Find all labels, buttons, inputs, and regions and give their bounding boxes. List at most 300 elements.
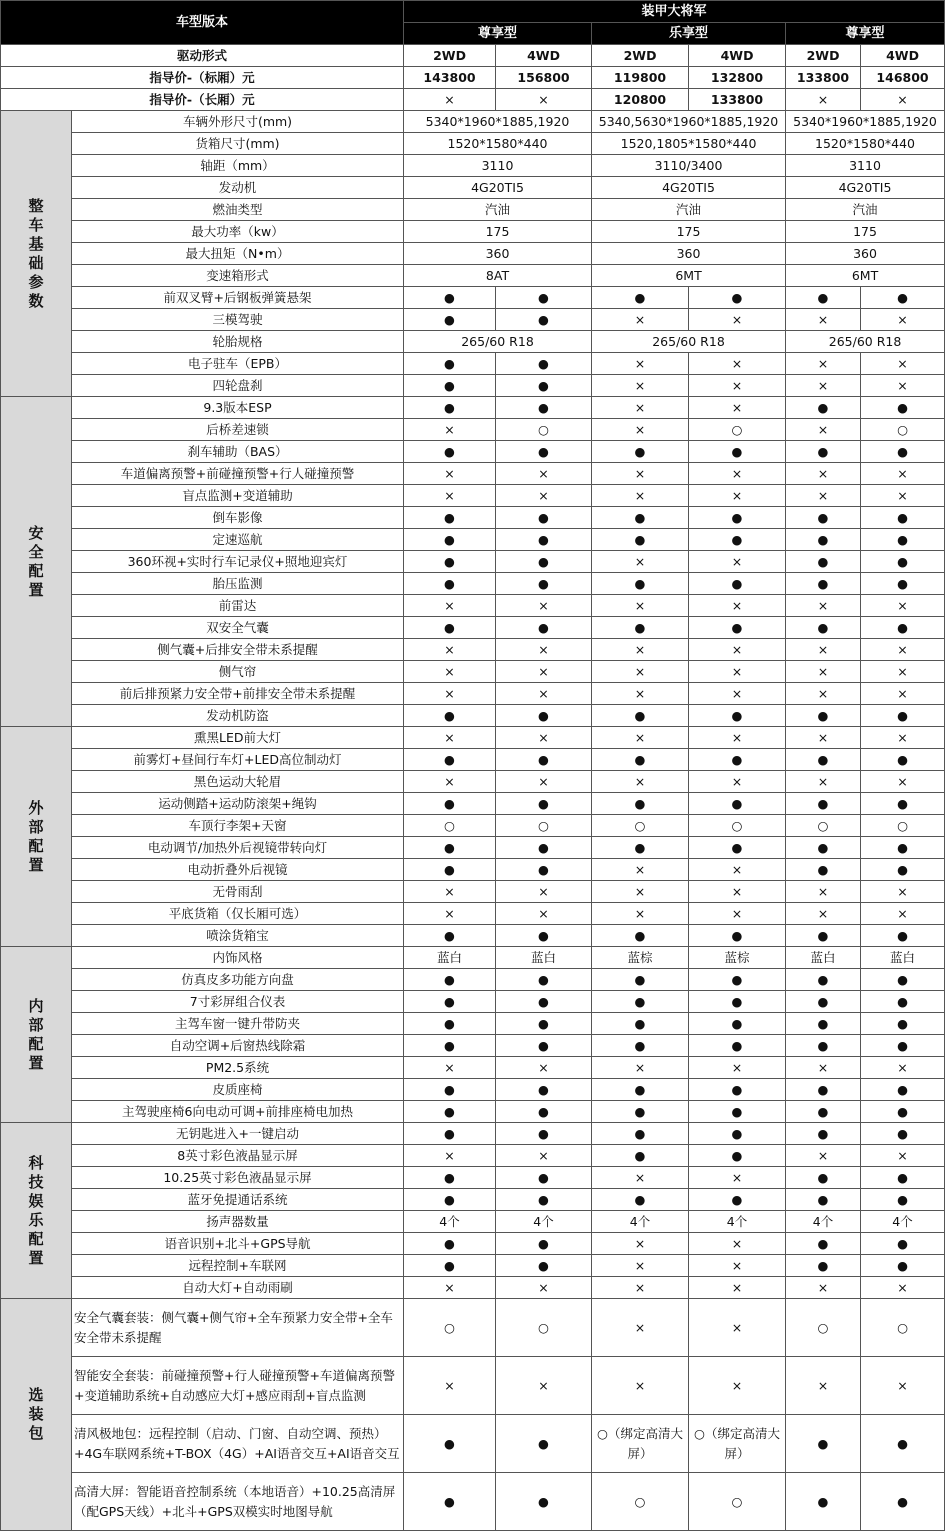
spec-value-cell: ●: [689, 1035, 786, 1057]
spec-value-cell: ●: [689, 529, 786, 551]
spec-value-cell: ●: [496, 859, 592, 881]
spec-value-cell: ×: [786, 727, 861, 749]
trim-header: 尊享型: [404, 23, 592, 45]
option-value-cell: ●: [404, 1473, 496, 1531]
spec-value-cell: ●: [404, 287, 496, 309]
feature-label: 后桥差速锁: [72, 419, 404, 441]
spec-value-cell: ●: [861, 705, 945, 727]
spec-value-cell: ●: [592, 705, 689, 727]
spec-value-cell: ×: [861, 1145, 945, 1167]
spec-value-cell: ●: [496, 793, 592, 815]
spec-value-cell: ●: [404, 837, 496, 859]
spec-value-cell: ●: [404, 309, 496, 331]
spec-value-cell: 5340*1960*1885,1920: [404, 111, 592, 133]
spec-value-cell: ●: [861, 859, 945, 881]
feature-label: 无钥匙进入+一键启动: [72, 1123, 404, 1145]
spec-value-cell: 蓝棕: [592, 947, 689, 969]
feature-label: 变速箱形式: [72, 265, 404, 287]
spec-value-cell: ×: [689, 859, 786, 881]
spec-row: [1, 221, 945, 243]
spec-value-cell: ×: [861, 903, 945, 925]
feature-label: 自动大灯+自动雨刷: [72, 1277, 404, 1299]
spec-value-cell: ×: [861, 353, 945, 375]
option-package-row: [1, 1415, 945, 1473]
spec-value-cell: ●: [404, 1255, 496, 1277]
spec-value-cell: ●: [861, 529, 945, 551]
spec-value-cell: 6MT: [786, 265, 945, 287]
feature-label: 定速巡航: [72, 529, 404, 551]
option-value-cell: ○: [496, 1299, 592, 1357]
option-package-label: 智能安全套装：前碰撞预警+行人碰撞预警+车道偏离预警+变道辅助系统+自动感应大灯+感应雨刮+盲点监测: [72, 1357, 404, 1415]
spec-row: [1, 353, 945, 375]
spec-value-cell: ●: [496, 375, 592, 397]
spec-value-cell: ●: [786, 1101, 861, 1123]
spec-row: [1, 1211, 945, 1233]
spec-value-cell: 5340,5630*1960*1885,1920: [592, 111, 786, 133]
feature-label: 四轮盘刹: [72, 375, 404, 397]
spec-row: [1, 485, 945, 507]
spec-value-cell: ○: [689, 419, 786, 441]
option-value-cell: ×: [689, 1299, 786, 1357]
option-value-cell: ×: [786, 1357, 861, 1415]
spec-value-cell: 汽油: [404, 199, 592, 221]
spec-value-cell: ●: [689, 969, 786, 991]
spec-value-cell: ×: [786, 771, 861, 793]
option-value-cell: ×: [404, 1357, 496, 1415]
spec-value-cell: ×: [592, 661, 689, 683]
option-value-cell: ×: [496, 1357, 592, 1415]
spec-value-cell: ●: [496, 617, 592, 639]
spec-value-cell: ●: [689, 1101, 786, 1123]
feature-label: 侧气帘: [72, 661, 404, 683]
spec-value-cell: ●: [496, 749, 592, 771]
spec-value-cell: ×: [496, 881, 592, 903]
section-title: 外部配置: [1, 727, 72, 947]
option-package-label: 高清大屏：智能语音控制系统（本地语音）+10.25高清屏（配GPS天线）+北斗+GPS双模实时地图导航: [72, 1473, 404, 1531]
feature-label: 刹车辅助（BAS）: [72, 441, 404, 463]
spec-value-cell: ×: [404, 1145, 496, 1167]
spec-value-cell: ●: [786, 705, 861, 727]
option-value-cell: ○: [689, 1473, 786, 1531]
option-value-cell: ×: [592, 1357, 689, 1415]
spec-value-cell: ●: [861, 397, 945, 419]
price-long-cell: 133800: [689, 89, 786, 111]
spec-value-cell: 3110: [786, 155, 945, 177]
spec-value-cell: ×: [786, 903, 861, 925]
spec-value-cell: 蓝白: [496, 947, 592, 969]
feature-label: 仿真皮多功能方向盘: [72, 969, 404, 991]
spec-value-cell: 汽油: [786, 199, 945, 221]
spec-value-cell: ●: [404, 397, 496, 419]
feature-label: 9.3版本ESP: [72, 397, 404, 419]
spec-value-cell: 4个: [689, 1211, 786, 1233]
spec-value-cell: 265/60 R18: [786, 331, 945, 353]
feature-label: 车顶行李架+天窗: [72, 815, 404, 837]
spec-value-cell: ×: [689, 309, 786, 331]
spec-value-cell: ×: [786, 639, 861, 661]
price-standard-cell: 146800: [861, 67, 945, 89]
spec-value-cell: ●: [496, 353, 592, 375]
feature-label: 主驾车窗一键升带防夹: [72, 1013, 404, 1035]
spec-value-cell: ●: [404, 925, 496, 947]
spec-row: [1, 397, 945, 419]
spec-row: [1, 133, 945, 155]
spec-value-cell: ×: [592, 551, 689, 573]
spec-value-cell: 360: [404, 243, 592, 265]
spec-value-cell: ●: [786, 1013, 861, 1035]
spec-value-cell: ○: [496, 419, 592, 441]
spec-value-cell: ●: [404, 353, 496, 375]
trim-header: 乐享型: [592, 23, 786, 45]
spec-value-cell: ●: [786, 617, 861, 639]
spec-value-cell: ●: [496, 1233, 592, 1255]
feature-label: 前雾灯+昼间行车灯+LED高位制动灯: [72, 749, 404, 771]
spec-value-cell: ×: [592, 639, 689, 661]
spec-value-cell: ●: [592, 991, 689, 1013]
price-standard-cell: 119800: [592, 67, 689, 89]
spec-row: [1, 529, 945, 551]
spec-value-cell: 3110/3400: [592, 155, 786, 177]
spec-value-cell: ●: [689, 573, 786, 595]
spec-value-cell: ●: [689, 1079, 786, 1101]
spec-value-cell: 蓝白: [786, 947, 861, 969]
spec-row: [1, 1057, 945, 1079]
price-long-cell: 120800: [592, 89, 689, 111]
spec-value-cell: ●: [689, 441, 786, 463]
drive-cell: 2WD: [786, 45, 861, 67]
feature-label: 最大扭矩（N•m）: [72, 243, 404, 265]
price-standard-cell: 133800: [786, 67, 861, 89]
spec-value-cell: ×: [496, 595, 592, 617]
spec-value-cell: ●: [592, 749, 689, 771]
spec-value-cell: ●: [496, 1013, 592, 1035]
spec-value-cell: ●: [496, 551, 592, 573]
feature-label: 侧气囊+后排安全带未系提醒: [72, 639, 404, 661]
spec-value-cell: ×: [689, 375, 786, 397]
model-version-header: 车型版本: [1, 1, 404, 45]
spec-value-cell: ×: [496, 485, 592, 507]
feature-label: 运动侧踏+运动防滚架+绳钩: [72, 793, 404, 815]
spec-row: [1, 859, 945, 881]
spec-value-cell: ×: [689, 771, 786, 793]
drive-cell: 2WD: [592, 45, 689, 67]
spec-row: [1, 925, 945, 947]
feature-label: 三模驾驶: [72, 309, 404, 331]
spec-value-cell: ●: [404, 551, 496, 573]
feature-label: 喷涂货箱宝: [72, 925, 404, 947]
option-package-label: 清风极地包：远程控制（启动、门窗、自动空调、预热）+4G车联网系统+T-BOX（4G）+AI语音交互+AI语音交互: [72, 1415, 404, 1473]
feature-label: 360环视+实时行车记录仪+照地迎宾灯: [72, 551, 404, 573]
spec-value-cell: ○: [404, 815, 496, 837]
spec-row: [1, 177, 945, 199]
spec-value-cell: 蓝白: [861, 947, 945, 969]
spec-value-cell: ×: [689, 463, 786, 485]
spec-row: [1, 969, 945, 991]
spec-value-cell: 360: [592, 243, 786, 265]
spec-value-cell: ●: [786, 397, 861, 419]
feature-label: 熏黑LED前大灯: [72, 727, 404, 749]
spec-value-cell: ●: [404, 749, 496, 771]
feature-label: 无骨雨刮: [72, 881, 404, 903]
price-long-label: 指导价-（长厢）元: [1, 89, 404, 111]
spec-value-cell: ●: [786, 507, 861, 529]
option-value-cell: ●: [786, 1473, 861, 1531]
option-value-cell: ×: [689, 1357, 786, 1415]
spec-value-cell: ×: [786, 881, 861, 903]
spec-value-cell: ●: [786, 1123, 861, 1145]
spec-value-cell: ×: [689, 1057, 786, 1079]
spec-value-cell: ×: [404, 771, 496, 793]
spec-value-cell: ●: [861, 1189, 945, 1211]
spec-value-cell: 蓝棕: [689, 947, 786, 969]
spec-row: [1, 1145, 945, 1167]
option-package-row: [1, 1357, 945, 1415]
option-package-row: [1, 1299, 945, 1357]
spec-row: [1, 595, 945, 617]
spec-value-cell: ●: [592, 507, 689, 529]
feature-label: 车辆外形尺寸(mm): [72, 111, 404, 133]
spec-value-cell: ●: [496, 507, 592, 529]
spec-row: [1, 287, 945, 309]
option-value-cell: ○: [861, 1299, 945, 1357]
spec-value-cell: ●: [861, 287, 945, 309]
feature-label: 语音识别+北斗+GPS导航: [72, 1233, 404, 1255]
spec-value-cell: ●: [786, 1233, 861, 1255]
spec-value-cell: ○: [689, 815, 786, 837]
spec-value-cell: ×: [861, 375, 945, 397]
spec-value-cell: ○: [861, 815, 945, 837]
spec-row: [1, 111, 945, 133]
spec-value-cell: ○: [496, 815, 592, 837]
spec-value-cell: ×: [404, 463, 496, 485]
price-long-cell: ×: [404, 89, 496, 111]
feature-label: 扬声器数量: [72, 1211, 404, 1233]
feature-label: 倒车影像: [72, 507, 404, 529]
spec-value-cell: ●: [496, 441, 592, 463]
spec-value-cell: ●: [404, 529, 496, 551]
feature-label: 主驾驶座椅6向电动可调+前排座椅电加热: [72, 1101, 404, 1123]
section-title: 安全配置: [1, 397, 72, 727]
spec-row: [1, 771, 945, 793]
spec-value-cell: ●: [496, 1189, 592, 1211]
spec-value-cell: ●: [786, 287, 861, 309]
spec-row: [1, 199, 945, 221]
spec-value-cell: 4G20TI5: [404, 177, 592, 199]
feature-label: 车道偏离预警+前碰撞预警+行人碰撞预警: [72, 463, 404, 485]
spec-value-cell: ●: [689, 837, 786, 859]
spec-value-cell: 4G20TI5: [592, 177, 786, 199]
spec-value-cell: ×: [404, 881, 496, 903]
spec-value-cell: ×: [404, 683, 496, 705]
spec-value-cell: ●: [861, 1035, 945, 1057]
spec-row: [1, 793, 945, 815]
feature-label: 7寸彩屏组合仪表: [72, 991, 404, 1013]
spec-value-cell: ●: [861, 1123, 945, 1145]
spec-row: [1, 331, 945, 353]
spec-row: [1, 419, 945, 441]
spec-value-cell: ●: [786, 1255, 861, 1277]
spec-value-cell: ●: [404, 441, 496, 463]
spec-value-cell: ×: [689, 881, 786, 903]
feature-label: 轴距（mm）: [72, 155, 404, 177]
spec-value-cell: ×: [496, 1145, 592, 1167]
spec-value-cell: 6MT: [592, 265, 786, 287]
spec-value-cell: ●: [861, 925, 945, 947]
feature-label: 盲点监测+变道辅助: [72, 485, 404, 507]
spec-value-cell: ●: [496, 1035, 592, 1057]
spec-value-cell: ×: [689, 1277, 786, 1299]
spec-row: [1, 661, 945, 683]
spec-value-cell: ×: [861, 771, 945, 793]
price-standard-cell: 132800: [689, 67, 786, 89]
spec-value-cell: ×: [786, 683, 861, 705]
spec-value-cell: ●: [689, 1189, 786, 1211]
spec-row: [1, 639, 945, 661]
spec-value-cell: ×: [786, 309, 861, 331]
spec-value-cell: ×: [689, 1233, 786, 1255]
spec-value-cell: ●: [861, 991, 945, 1013]
spec-value-cell: ●: [496, 1123, 592, 1145]
spec-value-cell: ×: [861, 485, 945, 507]
feature-label: 蓝牙免提通话系统: [72, 1189, 404, 1211]
feature-label: 皮质座椅: [72, 1079, 404, 1101]
spec-value-cell: ●: [404, 1233, 496, 1255]
spec-value-cell: ×: [592, 771, 689, 793]
spec-row: [1, 749, 945, 771]
spec-value-cell: ●: [592, 441, 689, 463]
spec-value-cell: ○: [592, 815, 689, 837]
spec-value-cell: 4个: [404, 1211, 496, 1233]
spec-value-cell: ×: [786, 595, 861, 617]
spec-value-cell: ×: [861, 881, 945, 903]
spec-value-cell: ×: [496, 661, 592, 683]
spec-row: [1, 683, 945, 705]
spec-value-cell: ●: [496, 1167, 592, 1189]
feature-label: 货箱尺寸(mm): [72, 133, 404, 155]
spec-value-cell: ×: [861, 1057, 945, 1079]
spec-value-cell: ●: [592, 287, 689, 309]
option-package-row: [1, 1473, 945, 1531]
option-value-cell: ○: [404, 1299, 496, 1357]
spec-value-cell: ×: [592, 463, 689, 485]
drive-label: 驱动形式: [1, 45, 404, 67]
feature-label: 远程控制+车联网: [72, 1255, 404, 1277]
feature-label: 最大功率（kw）: [72, 221, 404, 243]
spec-value-cell: ●: [786, 991, 861, 1013]
spec-value-cell: ●: [592, 793, 689, 815]
spec-value-cell: ●: [404, 375, 496, 397]
spec-value-cell: ×: [496, 639, 592, 661]
spec-value-cell: ●: [592, 1145, 689, 1167]
spec-value-cell: ×: [786, 463, 861, 485]
spec-value-cell: ×: [689, 1255, 786, 1277]
feature-label: 胎压监测: [72, 573, 404, 595]
spec-value-cell: ●: [404, 1167, 496, 1189]
spec-value-cell: ●: [786, 529, 861, 551]
spec-value-cell: ●: [592, 1013, 689, 1035]
spec-row: [1, 727, 945, 749]
spec-row: [1, 1277, 945, 1299]
option-value-cell: ○（绑定高清大屏）: [592, 1415, 689, 1473]
section-title: 内部配置: [1, 947, 72, 1123]
feature-label: 前后排预紧力安全带+前排安全带未系提醒: [72, 683, 404, 705]
drive-cell: 4WD: [861, 45, 945, 67]
spec-value-cell: ●: [861, 969, 945, 991]
spec-value-cell: ×: [592, 1057, 689, 1079]
option-value-cell: ●: [861, 1473, 945, 1531]
spec-value-cell: ●: [786, 551, 861, 573]
price-standard-label: 指导价-（标厢）元: [1, 67, 404, 89]
spec-value-cell: ×: [592, 353, 689, 375]
spec-value-cell: ●: [861, 793, 945, 815]
spec-row: [1, 243, 945, 265]
spec-value-cell: ●: [689, 1145, 786, 1167]
spec-value-cell: ×: [786, 485, 861, 507]
spec-value-cell: 265/60 R18: [592, 331, 786, 353]
spec-value-cell: ×: [786, 353, 861, 375]
spec-value-cell: ●: [496, 837, 592, 859]
spec-value-cell: ●: [689, 705, 786, 727]
spec-value-cell: ×: [689, 639, 786, 661]
feature-label: 黑色运动大轮眉: [72, 771, 404, 793]
spec-value-cell: ●: [689, 991, 786, 1013]
spec-value-cell: ●: [861, 837, 945, 859]
drive-cell: 4WD: [689, 45, 786, 67]
spec-value-cell: ●: [404, 969, 496, 991]
spec-value-cell: ●: [861, 1079, 945, 1101]
spec-value-cell: ●: [496, 991, 592, 1013]
vehicle-name-header: 装甲大将军: [404, 1, 945, 23]
spec-row: [1, 991, 945, 1013]
spec-value-cell: ●: [861, 573, 945, 595]
spec-value-cell: ×: [592, 419, 689, 441]
spec-value-cell: ●: [592, 1101, 689, 1123]
spec-row: [1, 947, 945, 969]
feature-label: 电动折叠外后视镜: [72, 859, 404, 881]
spec-value-cell: ×: [592, 881, 689, 903]
spec-value-cell: ●: [496, 529, 592, 551]
spec-value-cell: 1520*1580*440: [404, 133, 592, 155]
spec-value-cell: ×: [689, 397, 786, 419]
feature-label: 电动调节/加热外后视镜带转向灯: [72, 837, 404, 859]
spec-value-cell: ×: [786, 419, 861, 441]
spec-value-cell: 175: [404, 221, 592, 243]
spec-value-cell: 4G20TI5: [786, 177, 945, 199]
spec-value-cell: ×: [404, 419, 496, 441]
feature-label: 内饰风格: [72, 947, 404, 969]
spec-value-cell: ×: [404, 727, 496, 749]
spec-value-cell: ●: [861, 1013, 945, 1035]
spec-row: [1, 1013, 945, 1035]
spec-value-cell: ×: [404, 661, 496, 683]
spec-value-cell: ×: [496, 771, 592, 793]
spec-value-cell: ●: [861, 1101, 945, 1123]
spec-value-cell: ×: [689, 727, 786, 749]
feature-label: PM2.5系统: [72, 1057, 404, 1079]
spec-value-cell: ●: [404, 1035, 496, 1057]
spec-value-cell: ●: [786, 1035, 861, 1057]
spec-value-cell: ●: [592, 925, 689, 947]
spec-value-cell: ×: [592, 683, 689, 705]
feature-label: 8英寸彩色液晶显示屏: [72, 1145, 404, 1167]
feature-label: 发动机: [72, 177, 404, 199]
spec-row: [1, 1233, 945, 1255]
spec-value-cell: 4个: [861, 1211, 945, 1233]
spec-value-cell: ●: [861, 1255, 945, 1277]
option-value-cell: ●: [786, 1415, 861, 1473]
spec-value-cell: ×: [496, 727, 592, 749]
spec-value-cell: ●: [404, 1101, 496, 1123]
